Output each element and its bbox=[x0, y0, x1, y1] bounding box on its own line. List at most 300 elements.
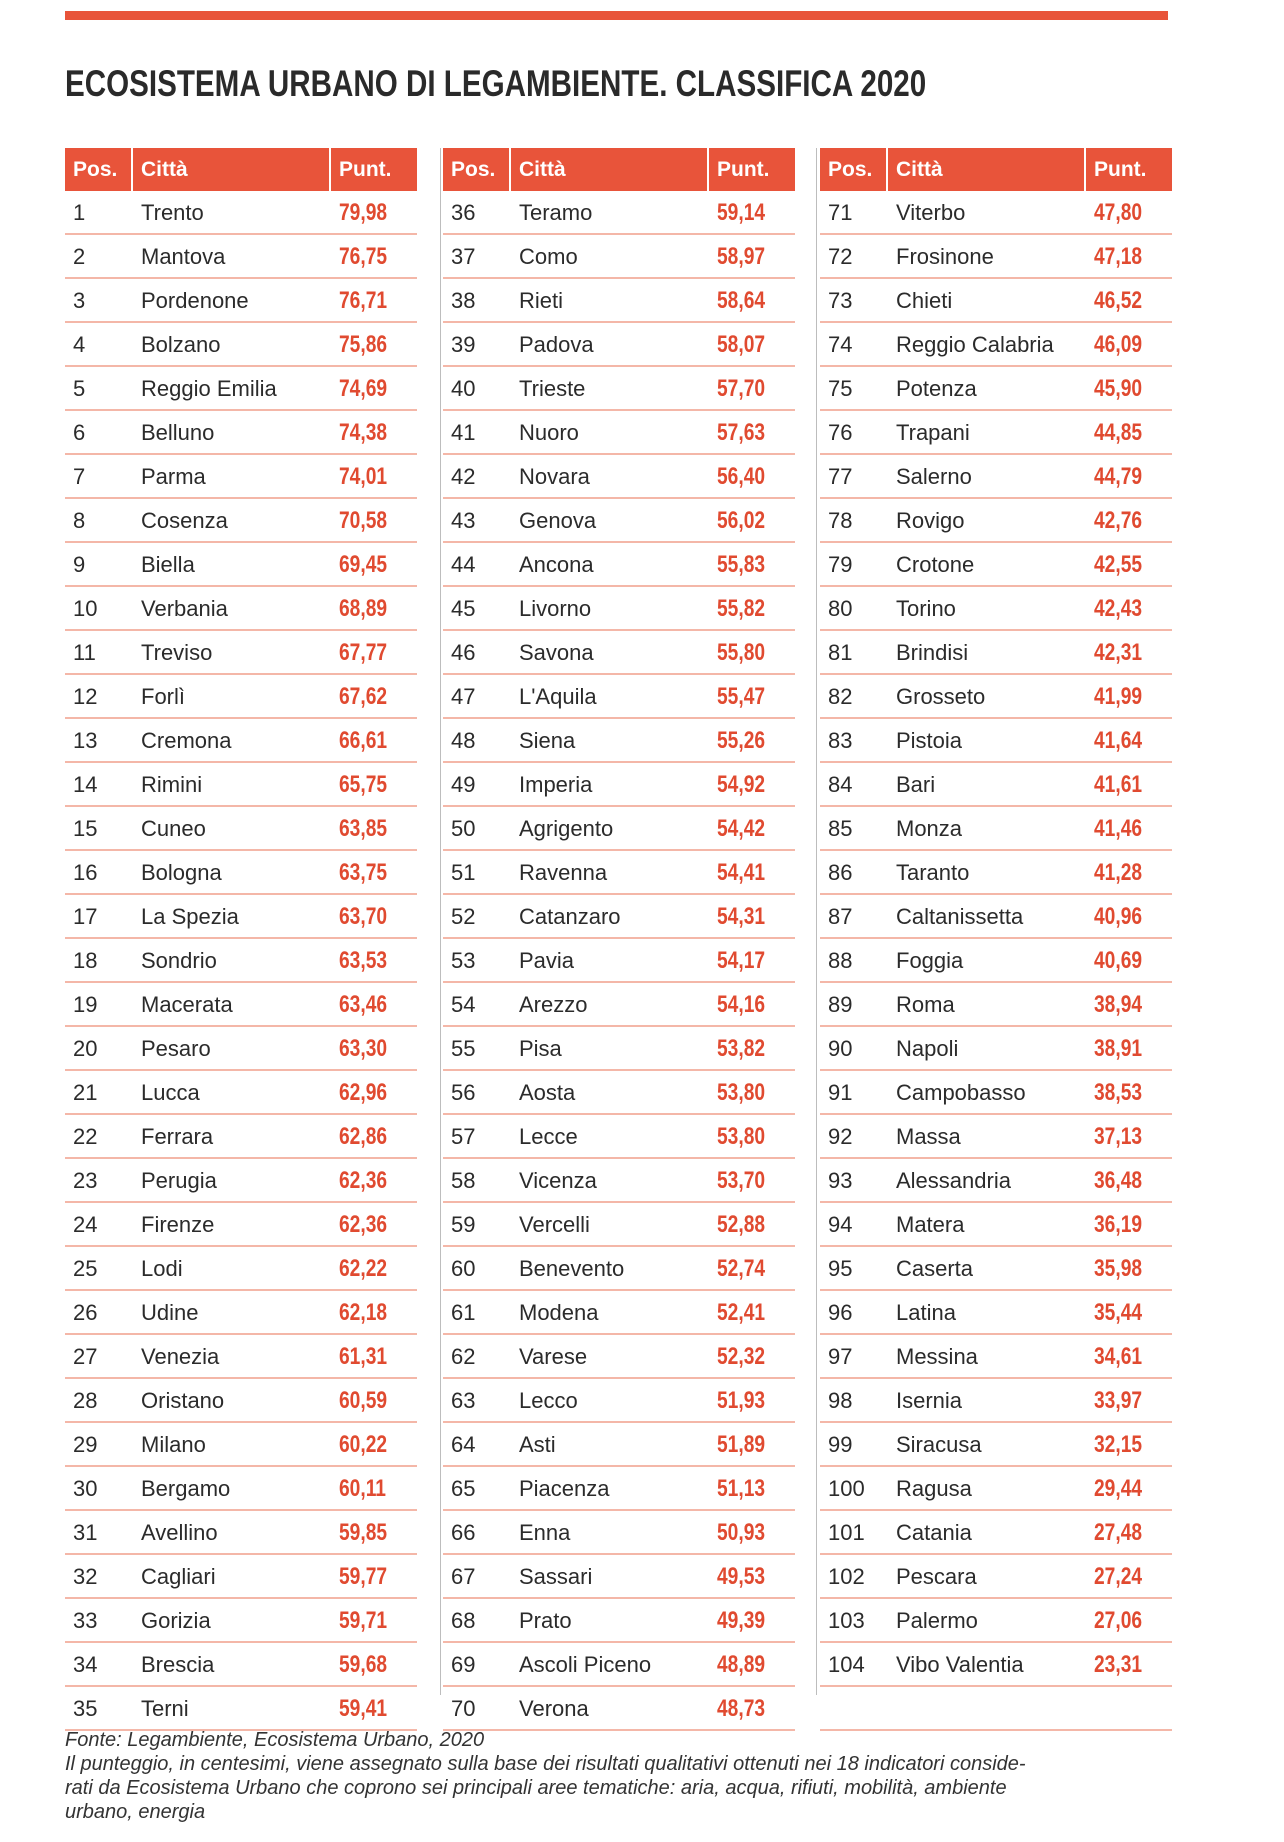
table-row bbox=[65, 675, 417, 719]
city-name: Pisa bbox=[519, 1036, 562, 1061]
score-value: 74,38 bbox=[339, 419, 388, 446]
score-value: 60,11 bbox=[339, 1475, 386, 1502]
score-value: 63,53 bbox=[339, 947, 388, 974]
column-divider bbox=[816, 148, 817, 1695]
city-name: Reggio Emilia bbox=[141, 376, 277, 401]
score-value: 38,53 bbox=[1094, 1079, 1143, 1106]
score-value: 42,76 bbox=[1094, 507, 1143, 534]
header-city: Città bbox=[896, 158, 943, 181]
table-row bbox=[820, 1115, 1172, 1159]
header-points: Punt. bbox=[1094, 158, 1147, 181]
rank-position: 50 bbox=[451, 816, 476, 841]
table-row bbox=[65, 1291, 417, 1335]
rank-position: 29 bbox=[73, 1432, 98, 1457]
city-name: Caserta bbox=[896, 1256, 974, 1281]
city-name: Latina bbox=[896, 1300, 956, 1325]
ranking-table-column-2 bbox=[443, 148, 795, 1731]
table-row bbox=[65, 1335, 417, 1379]
rank-position: 10 bbox=[73, 596, 98, 621]
rank-position: 96 bbox=[828, 1300, 853, 1325]
table-row bbox=[820, 1071, 1172, 1115]
table-row bbox=[820, 587, 1172, 631]
city-name: Forlì bbox=[141, 684, 185, 709]
table-row bbox=[443, 1467, 795, 1511]
city-name: Nuoro bbox=[519, 420, 579, 445]
rank-position: 62 bbox=[451, 1344, 476, 1369]
score-value: 41,46 bbox=[1094, 815, 1143, 842]
table-row bbox=[443, 499, 795, 543]
score-value: 62,96 bbox=[339, 1079, 388, 1106]
score-value: 41,28 bbox=[1094, 859, 1143, 886]
table-row bbox=[443, 1115, 795, 1159]
table-row bbox=[65, 1159, 417, 1203]
table-row bbox=[65, 763, 417, 807]
city-name: Livorno bbox=[519, 596, 592, 621]
city-name: Vicenza bbox=[519, 1168, 597, 1193]
score-value: 35,44 bbox=[1094, 1299, 1143, 1326]
table-row bbox=[443, 1599, 795, 1643]
city-name: Verbania bbox=[141, 596, 228, 621]
table-row bbox=[443, 279, 795, 323]
rank-position: 20 bbox=[73, 1036, 98, 1061]
table-row bbox=[820, 235, 1172, 279]
header-separator bbox=[886, 148, 888, 191]
table-row bbox=[65, 543, 417, 587]
rank-position: 39 bbox=[451, 332, 476, 357]
rank-position: 47 bbox=[451, 684, 476, 709]
rank-position: 79 bbox=[828, 552, 853, 577]
score-value: 54,16 bbox=[717, 991, 766, 1018]
city-name: Varese bbox=[519, 1344, 588, 1369]
rank-position: 37 bbox=[451, 244, 476, 269]
rank-position: 88 bbox=[828, 948, 853, 973]
city-name: Brindisi bbox=[896, 640, 969, 665]
table-row bbox=[820, 1247, 1172, 1291]
rank-position: 13 bbox=[73, 728, 98, 753]
rank-position: 73 bbox=[828, 288, 853, 313]
methodology-note: rati da Ecosistema Urbano che coprono sei principali aree tematiche: aria, acqua, rifiuti, mobilità, ambiente bbox=[65, 1777, 1007, 1799]
table-row bbox=[443, 1027, 795, 1071]
top-accent-rule bbox=[65, 11, 1168, 20]
city-name: Reggio Calabria bbox=[896, 332, 1054, 357]
header-separator bbox=[707, 148, 709, 191]
city-name: Terni bbox=[141, 1696, 189, 1721]
score-value: 59,77 bbox=[339, 1563, 388, 1590]
score-value: 54,31 bbox=[717, 903, 766, 930]
city-name: Lucca bbox=[141, 1080, 200, 1105]
city-name: Aosta bbox=[519, 1080, 576, 1105]
score-value: 35,98 bbox=[1094, 1255, 1143, 1282]
rank-position: 44 bbox=[451, 552, 476, 577]
table-row bbox=[820, 1511, 1172, 1555]
score-value: 68,89 bbox=[339, 595, 388, 622]
score-value: 60,22 bbox=[339, 1431, 388, 1458]
rank-position: 86 bbox=[828, 860, 853, 885]
table-row bbox=[65, 851, 417, 895]
table-row bbox=[820, 939, 1172, 983]
rank-position: 98 bbox=[828, 1388, 853, 1413]
column-divider bbox=[440, 148, 441, 1695]
score-value: 33,97 bbox=[1094, 1387, 1143, 1414]
score-value: 55,26 bbox=[717, 727, 766, 754]
table-row bbox=[443, 455, 795, 499]
rank-position: 81 bbox=[828, 640, 853, 665]
city-name: Lecco bbox=[519, 1388, 578, 1413]
score-value: 47,18 bbox=[1094, 243, 1143, 270]
footer-notes bbox=[65, 1728, 1175, 1824]
city-name: Bolzano bbox=[141, 332, 221, 357]
score-value: 53,80 bbox=[717, 1123, 766, 1150]
city-name: L'Aquila bbox=[519, 684, 597, 709]
score-value: 70,58 bbox=[339, 507, 388, 534]
city-name: Udine bbox=[141, 1300, 199, 1325]
city-name: Venezia bbox=[141, 1344, 220, 1369]
city-name: Sassari bbox=[519, 1564, 593, 1589]
city-name: Verona bbox=[519, 1696, 589, 1721]
city-name: Trieste bbox=[519, 376, 586, 401]
table-row bbox=[820, 1379, 1172, 1423]
rank-position: 74 bbox=[828, 332, 853, 357]
score-value: 54,17 bbox=[717, 947, 766, 974]
score-value: 76,75 bbox=[339, 243, 388, 270]
city-name: Taranto bbox=[896, 860, 970, 885]
rank-position: 28 bbox=[73, 1388, 98, 1413]
score-value: 54,92 bbox=[717, 771, 766, 798]
header-separator bbox=[131, 148, 133, 191]
score-value: 58,07 bbox=[717, 331, 766, 358]
city-name: Trento bbox=[141, 200, 204, 225]
rank-position: 55 bbox=[451, 1036, 476, 1061]
score-value: 53,80 bbox=[717, 1079, 766, 1106]
rank-position: 3 bbox=[73, 288, 86, 313]
rank-position: 36 bbox=[451, 200, 476, 225]
city-name: Firenze bbox=[141, 1212, 215, 1237]
header-pos: Pos. bbox=[73, 158, 118, 181]
city-name: Modena bbox=[519, 1300, 599, 1325]
city-name: Caltanissetta bbox=[896, 904, 1024, 929]
city-name: La Spezia bbox=[141, 904, 239, 929]
rank-position: 56 bbox=[451, 1080, 476, 1105]
rank-position: 92 bbox=[828, 1124, 853, 1149]
rank-position: 77 bbox=[828, 464, 853, 489]
rank-position: 15 bbox=[73, 816, 98, 841]
rank-position: 66 bbox=[451, 1520, 476, 1545]
score-value: 53,70 bbox=[717, 1167, 766, 1194]
table-row bbox=[443, 851, 795, 895]
rank-position: 38 bbox=[451, 288, 476, 313]
rank-position: 102 bbox=[828, 1564, 865, 1589]
score-value: 74,69 bbox=[339, 375, 388, 402]
score-value: 55,80 bbox=[717, 639, 766, 666]
city-name: Ragusa bbox=[896, 1476, 972, 1501]
table-row bbox=[443, 1335, 795, 1379]
rank-position: 72 bbox=[828, 244, 853, 269]
city-name: Pescara bbox=[896, 1564, 977, 1589]
city-name: Foggia bbox=[896, 948, 964, 973]
table-row bbox=[65, 1379, 417, 1423]
table-row bbox=[65, 1115, 417, 1159]
table-row bbox=[443, 807, 795, 851]
city-name: Siracusa bbox=[896, 1432, 982, 1457]
table-row bbox=[820, 367, 1172, 411]
score-value: 76,71 bbox=[339, 287, 388, 314]
city-name: Milano bbox=[141, 1432, 206, 1457]
city-name: Oristano bbox=[141, 1388, 225, 1413]
score-value: 52,41 bbox=[717, 1299, 766, 1326]
score-value: 63,70 bbox=[339, 903, 388, 930]
table-row bbox=[443, 1247, 795, 1291]
table-row bbox=[820, 1599, 1172, 1643]
score-value: 60,59 bbox=[339, 1387, 388, 1414]
rank-position: 91 bbox=[828, 1080, 853, 1105]
city-name: Matera bbox=[896, 1212, 965, 1237]
city-name: Pistoia bbox=[896, 728, 963, 753]
rank-position: 18 bbox=[73, 948, 98, 973]
table-row bbox=[820, 1643, 1172, 1687]
rank-position: 19 bbox=[73, 992, 98, 1017]
score-value: 47,80 bbox=[1094, 199, 1143, 226]
table-row bbox=[820, 851, 1172, 895]
city-name: Gorizia bbox=[141, 1608, 211, 1633]
city-name: Parma bbox=[141, 464, 206, 489]
city-name: Enna bbox=[519, 1520, 571, 1545]
table-row bbox=[820, 895, 1172, 939]
table-header bbox=[65, 148, 417, 191]
city-name: Prato bbox=[519, 1608, 572, 1633]
rank-position: 90 bbox=[828, 1036, 853, 1061]
score-value: 63,46 bbox=[339, 991, 388, 1018]
score-value: 62,36 bbox=[339, 1167, 388, 1194]
score-value: 63,85 bbox=[339, 815, 388, 842]
rank-position: 97 bbox=[828, 1344, 853, 1369]
city-name: Chieti bbox=[896, 288, 953, 313]
rank-position: 75 bbox=[828, 376, 853, 401]
score-value: 63,75 bbox=[339, 859, 388, 886]
rank-position: 40 bbox=[451, 376, 476, 401]
table-row bbox=[65, 1643, 417, 1687]
table-row bbox=[443, 763, 795, 807]
score-value: 59,71 bbox=[339, 1607, 388, 1634]
header-pos: Pos. bbox=[828, 158, 873, 181]
rank-position: 68 bbox=[451, 1608, 476, 1633]
rank-position: 12 bbox=[73, 684, 98, 709]
city-name: Cosenza bbox=[141, 508, 228, 533]
header-city: Città bbox=[141, 158, 188, 181]
rank-position: 80 bbox=[828, 596, 853, 621]
score-value: 50,93 bbox=[717, 1519, 766, 1546]
table-row bbox=[820, 323, 1172, 367]
rank-position: 84 bbox=[828, 772, 853, 797]
city-name: Catanzaro bbox=[519, 904, 621, 929]
rank-position: 57 bbox=[451, 1124, 476, 1149]
rank-position: 101 bbox=[828, 1520, 865, 1545]
rank-position: 14 bbox=[73, 772, 98, 797]
header-separator bbox=[1084, 148, 1086, 191]
rank-position: 1 bbox=[73, 200, 86, 225]
rank-position: 27 bbox=[73, 1344, 98, 1369]
city-name: Cuneo bbox=[141, 816, 206, 841]
table-row bbox=[820, 1467, 1172, 1511]
rank-position: 82 bbox=[828, 684, 853, 709]
header-separator bbox=[329, 148, 331, 191]
rank-position: 58 bbox=[451, 1168, 476, 1193]
table-row bbox=[443, 1643, 795, 1687]
score-value: 56,02 bbox=[717, 507, 766, 534]
score-value: 59,41 bbox=[339, 1695, 388, 1722]
rank-position: 93 bbox=[828, 1168, 853, 1193]
city-name: Bari bbox=[896, 772, 936, 797]
table-row bbox=[65, 939, 417, 983]
city-name: Napoli bbox=[896, 1036, 959, 1061]
city-name: Brescia bbox=[141, 1652, 215, 1677]
empty-table-row bbox=[820, 1687, 1172, 1731]
rank-position: 59 bbox=[451, 1212, 476, 1237]
rank-position: 94 bbox=[828, 1212, 853, 1237]
rank-position: 85 bbox=[828, 816, 853, 841]
table-row bbox=[65, 1423, 417, 1467]
rank-position: 61 bbox=[451, 1300, 476, 1325]
score-value: 62,22 bbox=[339, 1255, 388, 1282]
score-value: 69,45 bbox=[339, 551, 388, 578]
score-value: 48,73 bbox=[717, 1695, 766, 1722]
city-name: Ancona bbox=[519, 552, 594, 577]
table-row bbox=[443, 323, 795, 367]
table-row bbox=[443, 939, 795, 983]
rank-position: 95 bbox=[828, 1256, 853, 1281]
city-name: Teramo bbox=[519, 200, 593, 225]
table-row bbox=[443, 587, 795, 631]
table-row bbox=[443, 1511, 795, 1555]
table-row bbox=[443, 543, 795, 587]
score-value: 36,48 bbox=[1094, 1167, 1143, 1194]
table-row bbox=[65, 807, 417, 851]
city-name: Benevento bbox=[519, 1256, 625, 1281]
table-row bbox=[65, 1687, 417, 1731]
city-name: Torino bbox=[896, 596, 956, 621]
table-row bbox=[820, 455, 1172, 499]
score-value: 51,93 bbox=[717, 1387, 766, 1414]
score-value: 41,99 bbox=[1094, 683, 1143, 710]
score-value: 27,06 bbox=[1094, 1607, 1143, 1634]
city-name: Roma bbox=[896, 992, 955, 1017]
table-row bbox=[820, 1291, 1172, 1335]
city-name: Novara bbox=[519, 464, 590, 489]
score-value: 52,88 bbox=[717, 1211, 766, 1238]
city-name: Palermo bbox=[896, 1608, 978, 1633]
table-row bbox=[820, 719, 1172, 763]
score-value: 40,96 bbox=[1094, 903, 1143, 930]
header-separator bbox=[509, 148, 511, 191]
city-name: Potenza bbox=[896, 376, 977, 401]
page-title: ECOSISTEMA URBANO DI LEGAMBIENTE. CLASSIFICA 2020 bbox=[65, 63, 927, 104]
table-row bbox=[65, 631, 417, 675]
rank-position: 22 bbox=[73, 1124, 98, 1149]
rank-position: 104 bbox=[828, 1652, 865, 1677]
score-value: 62,86 bbox=[339, 1123, 388, 1150]
rank-position: 17 bbox=[73, 904, 98, 929]
table-row bbox=[65, 235, 417, 279]
table-row bbox=[443, 191, 795, 235]
city-name: Monza bbox=[896, 816, 963, 841]
city-name: Salerno bbox=[896, 464, 972, 489]
score-value: 32,15 bbox=[1094, 1431, 1143, 1458]
table-row bbox=[443, 1071, 795, 1115]
city-name: Genova bbox=[519, 508, 597, 533]
score-value: 59,68 bbox=[339, 1651, 388, 1678]
score-value: 37,13 bbox=[1094, 1123, 1143, 1150]
rank-position: 53 bbox=[451, 948, 476, 973]
table-row bbox=[443, 1379, 795, 1423]
city-name: Isernia bbox=[896, 1388, 963, 1413]
table-row bbox=[820, 411, 1172, 455]
city-name: Agrigento bbox=[519, 816, 614, 841]
table-row bbox=[443, 1687, 795, 1731]
score-value: 67,77 bbox=[339, 639, 388, 666]
rank-position: 52 bbox=[451, 904, 476, 929]
city-name: Pesaro bbox=[141, 1036, 211, 1061]
ranking-table-column-3 bbox=[820, 148, 1172, 1731]
score-value: 55,82 bbox=[717, 595, 766, 622]
city-name: Mantova bbox=[141, 244, 226, 269]
score-value: 38,91 bbox=[1094, 1035, 1143, 1062]
table-row bbox=[820, 499, 1172, 543]
score-value: 36,19 bbox=[1094, 1211, 1143, 1238]
rank-position: 41 bbox=[451, 420, 476, 445]
rank-position: 65 bbox=[451, 1476, 476, 1501]
city-name: Biella bbox=[141, 552, 195, 577]
city-name: Treviso bbox=[141, 640, 213, 665]
score-value: 44,79 bbox=[1094, 463, 1143, 490]
table-row bbox=[65, 719, 417, 763]
table-row bbox=[443, 1159, 795, 1203]
score-value: 42,55 bbox=[1094, 551, 1143, 578]
city-name: Avellino bbox=[141, 1520, 218, 1545]
city-name: Macerata bbox=[141, 992, 233, 1017]
city-name: Grosseto bbox=[896, 684, 986, 709]
city-name: Rovigo bbox=[896, 508, 965, 533]
table-row bbox=[820, 1555, 1172, 1599]
rank-position: 11 bbox=[73, 640, 96, 665]
table-header bbox=[443, 148, 795, 191]
score-value: 46,52 bbox=[1094, 287, 1143, 314]
rank-position: 8 bbox=[73, 508, 86, 533]
city-name: Trapani bbox=[896, 420, 970, 445]
source-note: Fonte: Legambiente, Ecosistema Urbano, 2020 bbox=[65, 1729, 485, 1751]
rank-position: 16 bbox=[73, 860, 98, 885]
score-value: 27,48 bbox=[1094, 1519, 1143, 1546]
city-name: Campobasso bbox=[896, 1080, 1026, 1105]
rank-position: 67 bbox=[451, 1564, 476, 1589]
city-name: Rimini bbox=[141, 772, 203, 797]
rank-position: 35 bbox=[73, 1696, 98, 1721]
rank-position: 54 bbox=[451, 992, 476, 1017]
table-row bbox=[820, 279, 1172, 323]
score-value: 54,42 bbox=[717, 815, 766, 842]
score-value: 27,24 bbox=[1094, 1563, 1143, 1590]
city-name: Messina bbox=[896, 1344, 978, 1369]
table-row bbox=[65, 587, 417, 631]
city-name: Alessandria bbox=[896, 1168, 1011, 1193]
city-name: Bergamo bbox=[141, 1476, 231, 1501]
score-value: 45,90 bbox=[1094, 375, 1143, 402]
table-row bbox=[443, 1203, 795, 1247]
city-name: Cremona bbox=[141, 728, 232, 753]
rank-position: 51 bbox=[451, 860, 476, 885]
table-row bbox=[65, 1247, 417, 1291]
table-row bbox=[65, 1511, 417, 1555]
table-row bbox=[820, 1203, 1172, 1247]
score-value: 34,61 bbox=[1094, 1343, 1143, 1370]
